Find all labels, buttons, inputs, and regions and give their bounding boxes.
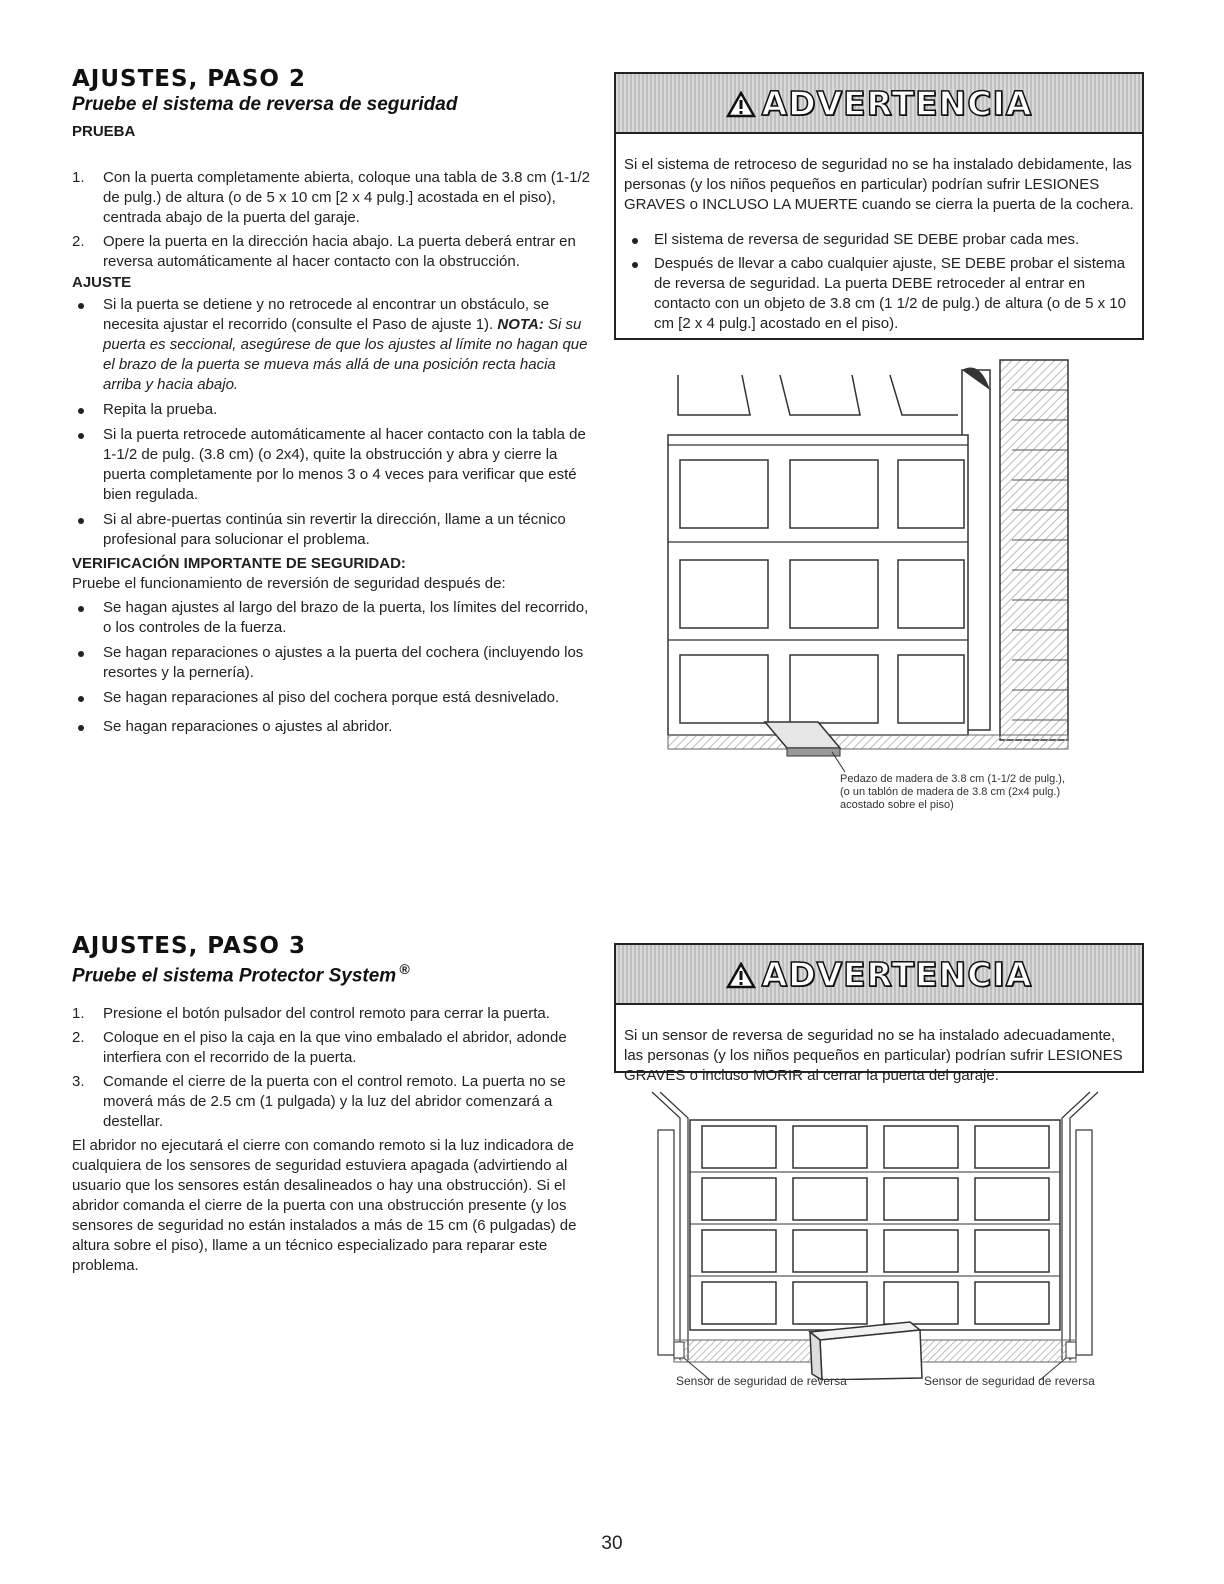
verificacion-item: Se hagan ajustes al largo del brazo de la puerta, los límites del recorrido, o los controles de la fuerza.: [72, 598, 592, 638]
step2-procedure: [72, 168, 592, 742]
step2-item-2: 2. Opere la puerta en la dirección hacia abajo. La puerta deberá entrar en reversa automáticamente al hacer contacto con la obstrucción.: [72, 233, 576, 270]
warning-text: Si el sistema de retroceso de seguridad no se ha instalado debidamente, las personas (y los niños pequeños en particular) podrían sufrir LESIONES GRAVES o INCLUSO LA MUERTE cuando se cierra la puerta de la cochera.: [624, 156, 1134, 213]
step2-subtitle: Pruebe el sistema de reversa de seguridad: [72, 94, 458, 115]
nota-text: Si su puerta es seccional, asegúrese de que los ajustes al límite no hagan que el brazo de la puerta se mueva más allá de una posición recta hacia arriba y hacia abajo.: [103, 316, 588, 393]
verificacion-item: Se hagan reparaciones al piso del cochera porque está desnivelado.: [72, 688, 592, 708]
ajuste-item: Si al abre-puertas continúa sin revertir la dirección, llame a un técnico profesional para solucionar el problema.: [72, 510, 592, 550]
step3-item-2: 2. Coloque en el piso la caja en la que vino embalado el abridor, adonde interfiera con el recorrido de la puerta.: [72, 1029, 567, 1066]
verificacion-item: Se hagan reparaciones o ajustes a la puerta del cochera (incluyendo los resortes y la pernería).: [72, 643, 592, 683]
protector-system-illustration: [640, 1090, 1110, 1380]
prueba-label: PRUEBA: [72, 123, 136, 140]
warning-header: [616, 74, 1142, 134]
step3-title: AJUSTES, PASO 3: [72, 933, 306, 959]
verificacion-intro: Pruebe el funcionamiento de reversión de seguridad después de:: [72, 575, 506, 592]
board-figure-caption: Pedazo de madera de 3.8 cm (1-1/2 de pulg.), (o un tablón de madera de 3.8 cm (2x4 pulg.) acostado sobre el piso): [840, 773, 1066, 811]
ajuste-item: Si la puerta se detiene y no retrocede al encontrar un obstáculo, se necesita ajustar el recorrido (consulte el Paso de ajuste 1). NOTA: Si su puerta es seccional, asegúrese de que los ajustes al límite no hagan que el brazo de la puerta se mueva más allá de una posición recta hacia arriba y hacia abajo.: [72, 295, 592, 395]
verificacion-label: VERIFICACIÓN IMPORTANTE DE SEGURIDAD:: [72, 555, 406, 572]
step3-procedure: [72, 1004, 592, 1276]
warning-title: ADVERTENCIA: [712, 955, 1047, 994]
sensor-label-right: Sensor de seguridad de reversa: [924, 1374, 1095, 1388]
page-number: 30: [601, 1533, 623, 1554]
warning-box-step2: [614, 72, 1144, 340]
step3-subtitle: Pruebe el sistema Protector System ®: [72, 961, 410, 987]
nota-label: NOTA:: [497, 316, 544, 333]
warning-triangle-icon: [726, 91, 756, 118]
step2-title: AJUSTES, PASO 2: [72, 66, 306, 92]
warning-item: Después de llevar a cabo cualquier ajuste, SE DEBE probar el sistema de reversa de seguridad. La puerta DEBE retroceder al entrar en contacto con un objeto de 3.8 cm (1 1/2 de pulg.) de altura (o de 5 x 10 cm [2 x 4 pulg.] acostado en el piso).: [624, 254, 1134, 334]
warning-item: El sistema de reversa de seguridad SE DEBE probar cada mes.: [624, 230, 1134, 250]
step3-paragraph: El abridor no ejecutará el cierre con comando remoto si la luz indicadora de cualquiera de los sensores de seguridad estuviera apagada (advirtiendo al usuario que los sensores están desalineados o hay una obstrucción). Si el abridor comanda el cierre de la puerta con una obstrucción presente (y los sensores de seguridad no están instalados a más de 15 cm (6 pulgadas) de altura sobre el piso), llame a un técnico especializado para reparar este problema.: [72, 1137, 577, 1274]
sensor-label-left: Sensor de seguridad de reversa: [676, 1374, 847, 1388]
warning-triangle-icon: [726, 962, 756, 989]
warning-header: [616, 945, 1142, 1005]
ajuste-item: Repita la prueba.: [72, 400, 592, 420]
step3-item-3: 3. Comande el cierre de la puerta con el control remoto. La puerta no se moverá más de 2.5 cm (1 pulgada) y la luz del abridor comenzará a destellar.: [72, 1073, 566, 1130]
ajuste-label: AJUSTE: [72, 274, 132, 291]
registered-mark: ®: [399, 961, 410, 977]
step3-item-1: 1. Presione el botón pulsador del control remoto para cerrar la puerta.: [72, 1005, 550, 1022]
step2-item-1: 1. Con la puerta completamente abierta, coloque una tabla de 3.8 cm (1-1/2 de pulg.) de altura (o de 5 x 10 cm [2 x 4 pulg.] acostada en el piso), centrada abajo de la puerta del garaje.: [72, 169, 590, 226]
garage-door-board-illustration: [640, 350, 1080, 820]
warning-title: ADVERTENCIA: [712, 84, 1047, 123]
ajuste-item: Si la puerta retrocede automáticamente al hacer contacto con la tabla de 1-1/2 de pulg. (3.8 cm) (o 2x4), quite la obstrucción y abra y cierre la puerta completamente por lo menos 3 o 4 veces para verificar que esté bien regulada.: [72, 425, 592, 505]
warning-box-step3: [614, 943, 1144, 1084]
warning-text: Si un sensor de reversa de seguridad no se ha instalado adecuadamente, las personas (y los niños pequeños en particular) podrían sufrir LESIONES GRAVES o incluso MORIR al cerrar la puerta del garaje.: [624, 1027, 1123, 1084]
verificacion-item: Se hagan reparaciones o ajustes al abridor.: [72, 717, 592, 737]
